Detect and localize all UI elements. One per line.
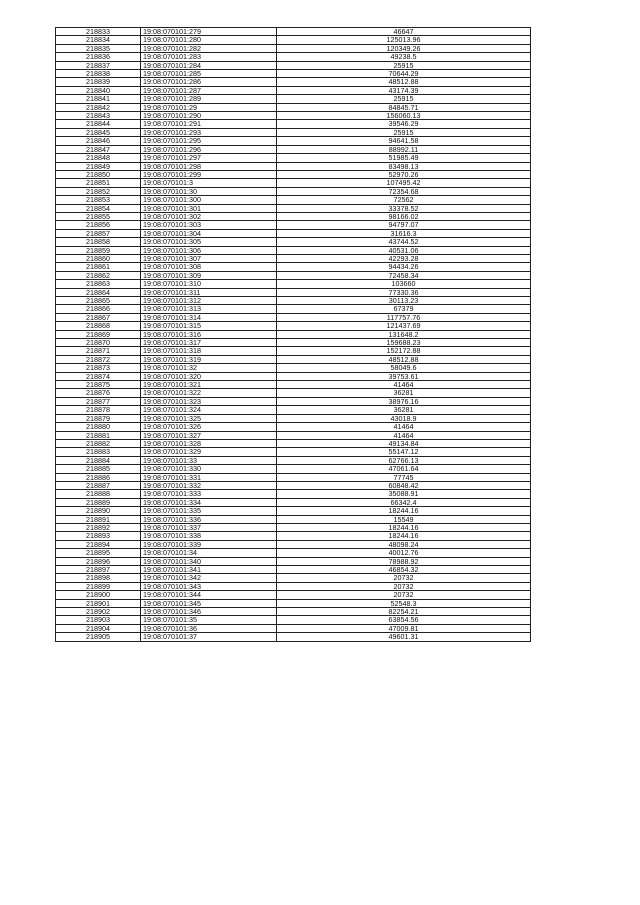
table-row <box>56 238 531 246</box>
row-number-cell: 218858 <box>56 238 141 246</box>
cadastral-number-cell: 19:08:070101:343 <box>141 582 277 590</box>
value-cell: 38976.16 <box>277 397 531 405</box>
row-number-cell: 218856 <box>56 221 141 229</box>
cadastral-number-cell: 19:08:070101:30 <box>141 187 277 195</box>
value-cell: 88992.11 <box>277 145 531 153</box>
value-cell: 70644.29 <box>277 70 531 78</box>
cadastral-number-cell: 19:08:070101:35 <box>141 616 277 624</box>
table-row <box>56 355 531 363</box>
cadastral-value-table <box>55 27 531 642</box>
row-number-cell: 218899 <box>56 582 141 590</box>
cadastral-number-cell: 19:08:070101:295 <box>141 137 277 145</box>
value-cell: 83498.13 <box>277 162 531 170</box>
cadastral-number-cell: 19:08:070101:342 <box>141 574 277 582</box>
row-number-cell: 218880 <box>56 423 141 431</box>
row-number-cell: 218887 <box>56 481 141 489</box>
cadastral-number-cell: 19:08:070101:29 <box>141 103 277 111</box>
table-row <box>56 397 531 405</box>
row-number-cell: 218891 <box>56 515 141 523</box>
value-cell: 62766.13 <box>277 456 531 464</box>
table-row <box>56 633 531 641</box>
row-number-cell: 218860 <box>56 254 141 262</box>
value-cell: 43744.52 <box>277 238 531 246</box>
table-row <box>56 498 531 506</box>
value-cell: 51985.49 <box>277 154 531 162</box>
row-number-cell: 218900 <box>56 591 141 599</box>
row-number-cell: 218859 <box>56 246 141 254</box>
table-row <box>56 566 531 574</box>
table-row <box>56 145 531 153</box>
table-row <box>56 582 531 590</box>
table-row <box>56 322 531 330</box>
table-row <box>56 70 531 78</box>
cadastral-number-cell: 19:08:070101:330 <box>141 465 277 473</box>
table-row <box>56 532 531 540</box>
cadastral-number-cell: 19:08:070101:341 <box>141 566 277 574</box>
row-number-cell: 218842 <box>56 103 141 111</box>
cadastral-number-cell: 19:08:070101:325 <box>141 414 277 422</box>
table-row <box>56 95 531 103</box>
cadastral-number-cell: 19:08:070101:333 <box>141 490 277 498</box>
value-cell: 46647 <box>277 28 531 36</box>
value-cell: 18244.16 <box>277 523 531 531</box>
cadastral-number-cell: 19:08:070101:287 <box>141 86 277 94</box>
value-cell: 41464 <box>277 423 531 431</box>
row-number-cell: 218893 <box>56 532 141 540</box>
value-cell: 107495.42 <box>277 179 531 187</box>
table-row <box>56 112 531 120</box>
value-cell: 18244.16 <box>277 507 531 515</box>
table-row <box>56 137 531 145</box>
value-cell: 39546.29 <box>277 120 531 128</box>
cadastral-number-cell: 19:08:070101:332 <box>141 481 277 489</box>
row-number-cell: 218849 <box>56 162 141 170</box>
cadastral-number-cell: 19:08:070101:291 <box>141 120 277 128</box>
row-number-cell: 218875 <box>56 381 141 389</box>
table-row <box>56 515 531 523</box>
cadastral-number-cell: 19:08:070101:335 <box>141 507 277 515</box>
table-body <box>56 28 531 642</box>
table-row <box>56 406 531 414</box>
value-cell: 94797.07 <box>277 221 531 229</box>
cadastral-number-cell: 19:08:070101:345 <box>141 599 277 607</box>
table-row <box>56 179 531 187</box>
value-cell: 47009.81 <box>277 624 531 632</box>
row-number-cell: 218836 <box>56 53 141 61</box>
value-cell: 41464 <box>277 431 531 439</box>
row-number-cell: 218890 <box>56 507 141 515</box>
table-row <box>56 465 531 473</box>
row-number-cell: 218904 <box>56 624 141 632</box>
row-number-cell: 218834 <box>56 36 141 44</box>
cadastral-number-cell: 19:08:070101:32 <box>141 364 277 372</box>
row-number-cell: 218881 <box>56 431 141 439</box>
value-cell: 82254.21 <box>277 608 531 616</box>
row-number-cell: 218866 <box>56 305 141 313</box>
value-cell: 20732 <box>277 582 531 590</box>
value-cell: 84845.71 <box>277 103 531 111</box>
cadastral-number-cell: 19:08:070101:326 <box>141 423 277 431</box>
value-cell: 60848.42 <box>277 481 531 489</box>
row-number-cell: 218878 <box>56 406 141 414</box>
value-cell: 30113.23 <box>277 297 531 305</box>
table-row <box>56 61 531 69</box>
cadastral-number-cell: 19:08:070101:289 <box>141 95 277 103</box>
table-row <box>56 490 531 498</box>
cadastral-number-cell: 19:08:070101:301 <box>141 204 277 212</box>
table-row <box>56 313 531 321</box>
value-cell: 48512.88 <box>277 355 531 363</box>
cadastral-number-cell: 19:08:070101:310 <box>141 280 277 288</box>
row-number-cell: 218872 <box>56 355 141 363</box>
cadastral-number-cell: 19:08:070101:323 <box>141 397 277 405</box>
cadastral-number-cell: 19:08:070101:309 <box>141 271 277 279</box>
value-cell: 49134.84 <box>277 439 531 447</box>
table-row <box>56 254 531 262</box>
table-row <box>56 28 531 36</box>
table-row <box>56 204 531 212</box>
value-cell: 39753.61 <box>277 372 531 380</box>
row-number-cell: 218861 <box>56 263 141 271</box>
table-row <box>56 381 531 389</box>
row-number-cell: 218869 <box>56 330 141 338</box>
cadastral-number-cell: 19:08:070101:316 <box>141 330 277 338</box>
table-row <box>56 431 531 439</box>
table-row <box>56 271 531 279</box>
row-number-cell: 218868 <box>56 322 141 330</box>
table-row <box>56 372 531 380</box>
table-row <box>56 288 531 296</box>
table-row <box>56 187 531 195</box>
value-cell: 103660 <box>277 280 531 288</box>
table-row <box>56 86 531 94</box>
value-cell: 72458.34 <box>277 271 531 279</box>
value-cell: 77330.36 <box>277 288 531 296</box>
table-row <box>56 120 531 128</box>
row-number-cell: 218843 <box>56 112 141 120</box>
cadastral-number-cell: 19:08:070101:317 <box>141 339 277 347</box>
row-number-cell: 218857 <box>56 229 141 237</box>
table-row <box>56 339 531 347</box>
row-number-cell: 218874 <box>56 372 141 380</box>
row-number-cell: 218851 <box>56 179 141 187</box>
cadastral-number-cell: 19:08:070101:304 <box>141 229 277 237</box>
row-number-cell: 218864 <box>56 288 141 296</box>
cadastral-number-cell: 19:08:070101:327 <box>141 431 277 439</box>
value-cell: 40531.06 <box>277 246 531 254</box>
row-number-cell: 218845 <box>56 128 141 136</box>
value-cell: 36281 <box>277 406 531 414</box>
row-number-cell: 218854 <box>56 204 141 212</box>
row-number-cell: 218873 <box>56 364 141 372</box>
cadastral-number-cell: 19:08:070101:321 <box>141 381 277 389</box>
table-row <box>56 44 531 52</box>
row-number-cell: 218867 <box>56 313 141 321</box>
value-cell: 43018.9 <box>277 414 531 422</box>
row-number-cell: 218876 <box>56 389 141 397</box>
table-row <box>56 574 531 582</box>
table-row <box>56 414 531 422</box>
cadastral-number-cell: 19:08:070101:338 <box>141 532 277 540</box>
value-cell: 43174.39 <box>277 86 531 94</box>
value-cell: 131648.2 <box>277 330 531 338</box>
table-row <box>56 608 531 616</box>
cadastral-number-cell: 19:08:070101:34 <box>141 549 277 557</box>
row-number-cell: 218847 <box>56 145 141 153</box>
value-cell: 72354.68 <box>277 187 531 195</box>
row-number-cell: 218871 <box>56 347 141 355</box>
row-number-cell: 218885 <box>56 465 141 473</box>
table-row <box>56 305 531 313</box>
row-number-cell: 218895 <box>56 549 141 557</box>
table-row <box>56 364 531 372</box>
table-row <box>56 212 531 220</box>
row-number-cell: 218898 <box>56 574 141 582</box>
row-number-cell: 218897 <box>56 566 141 574</box>
row-number-cell: 218894 <box>56 540 141 548</box>
value-cell: 15549 <box>277 515 531 523</box>
row-number-cell: 218844 <box>56 120 141 128</box>
row-number-cell: 218902 <box>56 608 141 616</box>
value-cell: 35088.91 <box>277 490 531 498</box>
value-cell: 77745 <box>277 473 531 481</box>
row-number-cell: 218837 <box>56 61 141 69</box>
cadastral-number-cell: 19:08:070101:324 <box>141 406 277 414</box>
value-cell: 31616.3 <box>277 229 531 237</box>
table-row <box>56 170 531 178</box>
value-cell: 120349.26 <box>277 44 531 52</box>
value-cell: 49238.5 <box>277 53 531 61</box>
cadastral-number-cell: 19:08:070101:318 <box>141 347 277 355</box>
cadastral-number-cell: 19:08:070101:296 <box>141 145 277 153</box>
value-cell: 159688.23 <box>277 339 531 347</box>
row-number-cell: 218840 <box>56 86 141 94</box>
cadastral-number-cell: 19:08:070101:328 <box>141 439 277 447</box>
cadastral-number-cell: 19:08:070101:299 <box>141 170 277 178</box>
table-row <box>56 154 531 162</box>
row-number-cell: 218901 <box>56 599 141 607</box>
value-cell: 52970.26 <box>277 170 531 178</box>
value-cell: 98166.02 <box>277 212 531 220</box>
cadastral-number-cell: 19:08:070101:339 <box>141 540 277 548</box>
cadastral-number-cell: 19:08:070101:298 <box>141 162 277 170</box>
cadastral-number-cell: 19:08:070101:282 <box>141 44 277 52</box>
value-cell: 49601.31 <box>277 633 531 641</box>
cadastral-number-cell: 19:08:070101:284 <box>141 61 277 69</box>
cadastral-number-cell: 19:08:070101:3 <box>141 179 277 187</box>
value-cell: 121437.69 <box>277 322 531 330</box>
row-number-cell: 218848 <box>56 154 141 162</box>
table-row <box>56 36 531 44</box>
cadastral-number-cell: 19:08:070101:285 <box>141 70 277 78</box>
cadastral-number-cell: 19:08:070101:290 <box>141 112 277 120</box>
cadastral-number-cell: 19:08:070101:314 <box>141 313 277 321</box>
value-cell: 25915 <box>277 61 531 69</box>
value-cell: 25915 <box>277 95 531 103</box>
cadastral-number-cell: 19:08:070101:307 <box>141 254 277 262</box>
value-cell: 40012.76 <box>277 549 531 557</box>
value-cell: 36281 <box>277 389 531 397</box>
row-number-cell: 218877 <box>56 397 141 405</box>
row-number-cell: 218850 <box>56 170 141 178</box>
cadastral-number-cell: 19:08:070101:313 <box>141 305 277 313</box>
cadastral-number-cell: 19:08:070101:279 <box>141 28 277 36</box>
table-row <box>56 624 531 632</box>
row-number-cell: 218886 <box>56 473 141 481</box>
value-cell: 55147.12 <box>277 448 531 456</box>
row-number-cell: 218853 <box>56 196 141 204</box>
table-row <box>56 347 531 355</box>
row-number-cell: 218888 <box>56 490 141 498</box>
cadastral-number-cell: 19:08:070101:319 <box>141 355 277 363</box>
value-cell: 47061.64 <box>277 465 531 473</box>
table-row <box>56 591 531 599</box>
table-row <box>56 78 531 86</box>
table-row <box>56 616 531 624</box>
table-row <box>56 507 531 515</box>
cadastral-number-cell: 19:08:070101:308 <box>141 263 277 271</box>
cadastral-number-cell: 19:08:070101:337 <box>141 523 277 531</box>
row-number-cell: 218882 <box>56 439 141 447</box>
table-row <box>56 540 531 548</box>
row-number-cell: 218862 <box>56 271 141 279</box>
table-row <box>56 481 531 489</box>
value-cell: 33378.52 <box>277 204 531 212</box>
value-cell: 156060.13 <box>277 112 531 120</box>
value-cell: 20732 <box>277 574 531 582</box>
table-row <box>56 557 531 565</box>
table-row <box>56 473 531 481</box>
row-number-cell: 218865 <box>56 297 141 305</box>
cadastral-number-cell: 19:08:070101:344 <box>141 591 277 599</box>
table-row <box>56 599 531 607</box>
row-number-cell: 218884 <box>56 456 141 464</box>
table-row <box>56 297 531 305</box>
row-number-cell: 218903 <box>56 616 141 624</box>
table-row <box>56 523 531 531</box>
cadastral-number-cell: 19:08:070101:320 <box>141 372 277 380</box>
row-number-cell: 218846 <box>56 137 141 145</box>
cadastral-number-cell: 19:08:070101:340 <box>141 557 277 565</box>
value-cell: 46854.32 <box>277 566 531 574</box>
table-row <box>56 439 531 447</box>
table-row <box>56 330 531 338</box>
table-row <box>56 280 531 288</box>
row-number-cell: 218838 <box>56 70 141 78</box>
table-row <box>56 221 531 229</box>
row-number-cell: 218889 <box>56 498 141 506</box>
value-cell: 48098.24 <box>277 540 531 548</box>
cadastral-number-cell: 19:08:070101:346 <box>141 608 277 616</box>
value-cell: 125013.96 <box>277 36 531 44</box>
table-row <box>56 229 531 237</box>
cadastral-number-cell: 19:08:070101:293 <box>141 128 277 136</box>
value-cell: 58049.6 <box>277 364 531 372</box>
value-cell: 94434.26 <box>277 263 531 271</box>
cadastral-number-cell: 19:08:070101:312 <box>141 297 277 305</box>
value-cell: 72562 <box>277 196 531 204</box>
table-row <box>56 389 531 397</box>
cadastral-number-cell: 19:08:070101:303 <box>141 221 277 229</box>
cadastral-number-cell: 19:08:070101:336 <box>141 515 277 523</box>
cadastral-number-cell: 19:08:070101:37 <box>141 633 277 641</box>
table-row <box>56 246 531 254</box>
cadastral-number-cell: 19:08:070101:306 <box>141 246 277 254</box>
row-number-cell: 218905 <box>56 633 141 641</box>
value-cell: 78988.92 <box>277 557 531 565</box>
row-number-cell: 218892 <box>56 523 141 531</box>
cadastral-number-cell: 19:08:070101:36 <box>141 624 277 632</box>
cadastral-number-cell: 19:08:070101:315 <box>141 322 277 330</box>
row-number-cell: 218852 <box>56 187 141 195</box>
row-number-cell: 218896 <box>56 557 141 565</box>
row-number-cell: 218879 <box>56 414 141 422</box>
table-row <box>56 448 531 456</box>
value-cell: 63854.56 <box>277 616 531 624</box>
value-cell: 152172.88 <box>277 347 531 355</box>
table-row <box>56 423 531 431</box>
table-row <box>56 263 531 271</box>
cadastral-number-cell: 19:08:070101:286 <box>141 78 277 86</box>
value-cell: 117757.76 <box>277 313 531 321</box>
row-number-cell: 218883 <box>56 448 141 456</box>
table-row <box>56 162 531 170</box>
value-cell: 48512.88 <box>277 78 531 86</box>
value-cell: 42293.28 <box>277 254 531 262</box>
table-row <box>56 456 531 464</box>
cadastral-number-cell: 19:08:070101:305 <box>141 238 277 246</box>
cadastral-number-cell: 19:08:070101:322 <box>141 389 277 397</box>
cadastral-number-cell: 19:08:070101:302 <box>141 212 277 220</box>
row-number-cell: 218839 <box>56 78 141 86</box>
cadastral-number-cell: 19:08:070101:331 <box>141 473 277 481</box>
cadastral-number-cell: 19:08:070101:280 <box>141 36 277 44</box>
table-row <box>56 53 531 61</box>
table-row <box>56 103 531 111</box>
table-row <box>56 128 531 136</box>
cadastral-number-cell: 19:08:070101:311 <box>141 288 277 296</box>
value-cell: 94641.58 <box>277 137 531 145</box>
value-cell: 67379 <box>277 305 531 313</box>
table-row <box>56 549 531 557</box>
cadastral-number-cell: 19:08:070101:300 <box>141 196 277 204</box>
row-number-cell: 218870 <box>56 339 141 347</box>
row-number-cell: 218863 <box>56 280 141 288</box>
value-cell: 66342.4 <box>277 498 531 506</box>
table-row <box>56 196 531 204</box>
cadastral-number-cell: 19:08:070101:297 <box>141 154 277 162</box>
row-number-cell: 218833 <box>56 28 141 36</box>
cadastral-number-cell: 19:08:070101:329 <box>141 448 277 456</box>
row-number-cell: 218841 <box>56 95 141 103</box>
cadastral-number-cell: 19:08:070101:33 <box>141 456 277 464</box>
value-cell: 52548.3 <box>277 599 531 607</box>
value-cell: 18244.16 <box>277 532 531 540</box>
row-number-cell: 218855 <box>56 212 141 220</box>
cadastral-number-cell: 19:08:070101:283 <box>141 53 277 61</box>
value-cell: 20732 <box>277 591 531 599</box>
cadastral-number-cell: 19:08:070101:334 <box>141 498 277 506</box>
row-number-cell: 218835 <box>56 44 141 52</box>
value-cell: 25915 <box>277 128 531 136</box>
value-cell: 41464 <box>277 381 531 389</box>
